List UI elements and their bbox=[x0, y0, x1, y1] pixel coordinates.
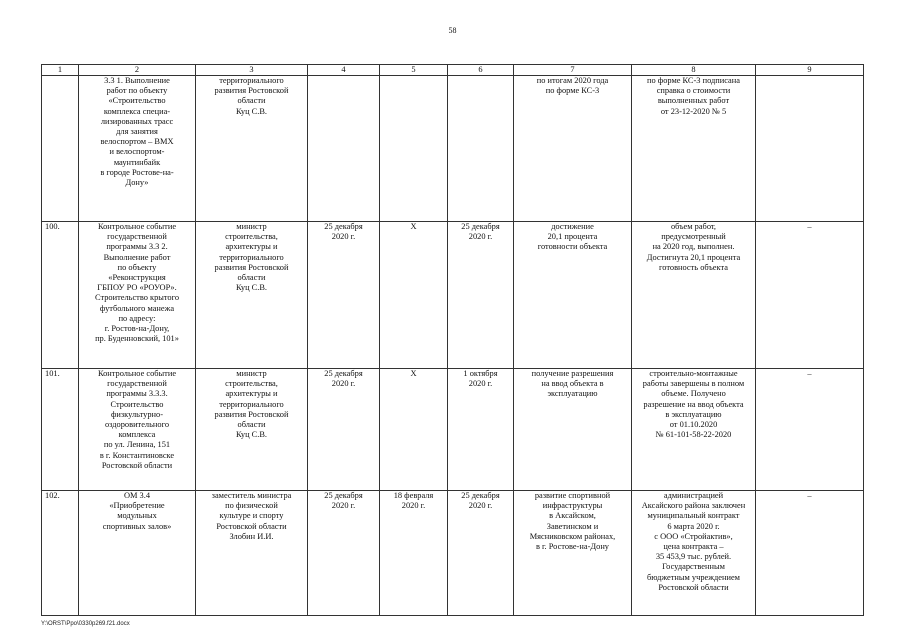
actual-result: объем работ, предусмотренный на 2020 год, выполнен. Достигнута 20,1 процента готовность объекта bbox=[632, 222, 756, 369]
column-number: 1 bbox=[42, 65, 79, 76]
actual-result: по форме КС-3 подписана справка о стоимости выполненных работ от 23-12-2020 № 5 bbox=[632, 76, 756, 222]
actual-date: 25 декабря 2020 г. bbox=[448, 222, 514, 369]
expected-result: по итогам 2020 года по форме КС-3 bbox=[514, 76, 632, 222]
row-number bbox=[42, 76, 79, 222]
row-number: 102. bbox=[42, 491, 79, 616]
report-table bbox=[41, 64, 864, 616]
responsible: территориального развития Ростовской области Куц С.В. bbox=[196, 76, 308, 222]
planned-date: 25 декабря 2020 г. bbox=[308, 222, 380, 369]
actual-date: 1 октября 2020 г. bbox=[448, 369, 514, 491]
column-number: 8 bbox=[632, 65, 756, 76]
actual-date bbox=[448, 76, 514, 222]
planned-date bbox=[308, 76, 380, 222]
expected-result: достижение 20,1 процента готовности объекта bbox=[514, 222, 632, 369]
expected-result: развитие спортивной инфраструктуры в Аксайском, Заветинском и Мясниковском районах, в г. Ростове-на-Дону bbox=[514, 491, 632, 616]
event-name: 3.3 1. Выполнение работ по объекту «Строительство комплекса специа- лизированных трасс для занятия велоспортом – ВМХ и велоспортом- маунтинбайк в городе Ростове-на- Дону» bbox=[79, 76, 196, 222]
actual-date: 25 декабря 2020 г. bbox=[448, 491, 514, 616]
column-number: 2 bbox=[79, 65, 196, 76]
file-path-footer: Y:\ORST\Ppo\0330p269.f21.docx bbox=[41, 621, 130, 627]
expected-date: Х bbox=[380, 222, 448, 369]
table-row bbox=[42, 222, 864, 369]
event-name: Контрольное событие государственной программы 3.3 2. Выполнение работ по объекту «Реконструкция ГБПОУ РО «РОУОР». Строительство крытого футбольного манежа по адресу: г. Ростов-на-Дону, пр. Буденновский, 101» bbox=[79, 222, 196, 369]
actual-result: администрацией Аксайского района заключен муниципальный контракт 6 марта 2020 г. с ООО «Стройактив», цена контракта – 35 453,9 тыс. рублей. Государственным бюджетным учреждением Ростовской области bbox=[632, 491, 756, 616]
reason: – bbox=[756, 491, 864, 616]
responsible: заместитель министра по физической культуре и спорту Ростовской области Злобин И.И. bbox=[196, 491, 308, 616]
page-number: 58 bbox=[448, 26, 457, 35]
expected-result: получение разрешения на ввод объекта в эксплуатацию bbox=[514, 369, 632, 491]
column-number: 9 bbox=[756, 65, 864, 76]
row-number: 100. bbox=[42, 222, 79, 369]
table-row bbox=[42, 369, 864, 491]
row-number: 101. bbox=[42, 369, 79, 491]
expected-date: 18 февраля 2020 г. bbox=[380, 491, 448, 616]
actual-result: строительно-монтажные работы завершены в полном объеме. Получено разрешение на ввод объекта в эксплуатацию от 01.10.2020 № 61-101-58-22-2020 bbox=[632, 369, 756, 491]
table-row bbox=[42, 491, 864, 616]
expected-date bbox=[380, 76, 448, 222]
column-number: 7 bbox=[514, 65, 632, 76]
table-row bbox=[42, 76, 864, 222]
column-number: 6 bbox=[448, 65, 514, 76]
reason: – bbox=[756, 369, 864, 491]
planned-date: 25 декабря 2020 г. bbox=[308, 491, 380, 616]
event-name: ОМ 3.4 «Приобретение модульных спортивных залов» bbox=[79, 491, 196, 616]
column-number-row bbox=[42, 65, 864, 76]
expected-date: Х bbox=[380, 369, 448, 491]
column-number: 3 bbox=[196, 65, 308, 76]
responsible: министр строительства, архитектуры и территориального развития Ростовской области Куц С.В. bbox=[196, 369, 308, 491]
planned-date: 25 декабря 2020 г. bbox=[308, 369, 380, 491]
responsible: министр строительства, архитектуры и территориального развития Ростовской области Куц С.В. bbox=[196, 222, 308, 369]
event-name: Контрольное событие государственной программы 3.3.3. Строительство физкультурно- оздоровительного комплекса по ул. Ленина, 151 в г. Константиновске Ростовской области bbox=[79, 369, 196, 491]
column-number: 5 bbox=[380, 65, 448, 76]
reason: – bbox=[756, 222, 864, 369]
column-number: 4 bbox=[308, 65, 380, 76]
reason bbox=[756, 76, 864, 222]
